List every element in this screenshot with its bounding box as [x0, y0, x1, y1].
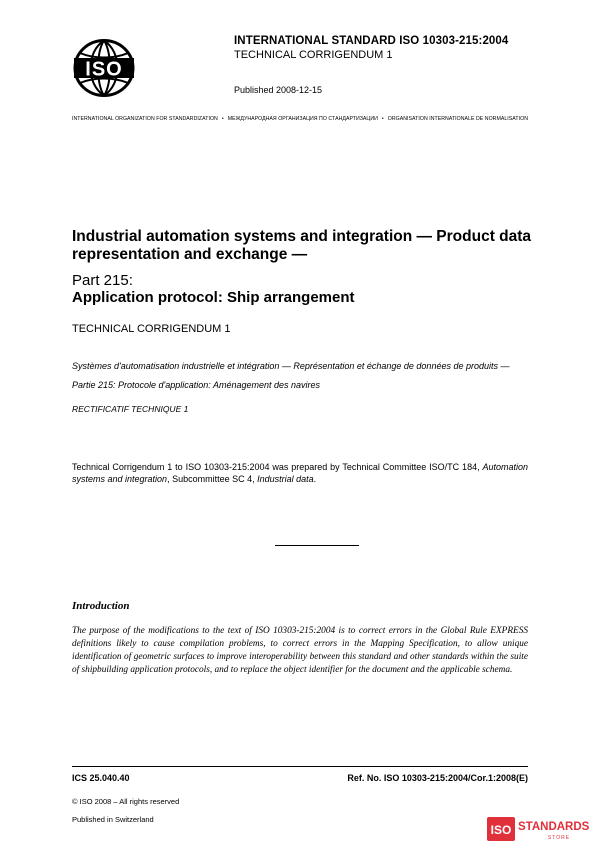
prep-suffix: . — [313, 474, 317, 484]
committee-name: Automation systems and integration — [72, 462, 528, 484]
french-corrigendum: RECTIFICATIF TECHNIQUE 1 — [72, 404, 189, 414]
corrigendum-label: TECHNICAL CORRIGENDUM 1 — [72, 323, 231, 335]
org-separator: • — [381, 116, 384, 122]
center-divider — [275, 545, 359, 546]
preparation-paragraph — [72, 461, 528, 485]
iso-logo — [72, 38, 136, 98]
published-date: Published 2008-12-15 — [234, 85, 323, 95]
org-name-fr: ORGANISATION INTERNATIONALE DE NORMALISATION — [387, 116, 529, 122]
introduction-heading: Introduction — [72, 600, 130, 612]
prep-prefix: Technical Corrigendum 1 to ISO 10303-215:2004 was prepared by Technical Committee ISO/TC 184, — [72, 462, 483, 472]
french-part: Partie 215: Protocole d'application: Aménagement des navires — [72, 380, 321, 390]
iso-standards-store-logo[interactable] — [487, 816, 593, 842]
prep-middle: , Subcommittee SC 4, — [167, 474, 258, 484]
reference-number: Ref. No. ISO 10303-215:2004/Cor.1:2008(E) — [347, 773, 528, 783]
organization-names — [72, 116, 528, 122]
ics-code: ICS 25.040.40 — [72, 773, 130, 783]
store-logo-store: STORE — [547, 835, 571, 841]
introduction-body: The purpose of the modifications to the text of ISO 10303-215:2004 is to correct errors in the Global Rule EXPRESS definitions likely to cause compilation problems, to correct errors in the Mapping Specification, to allow unique identification of geometric surfaces to improve interoperability between this standard and other standards within the suite of shipbuilding application protocols, and to replace the object identifier for the document and the applicable schema. — [72, 626, 528, 676]
iso-logo-text: ISO — [85, 58, 123, 81]
copyright-notice: © ISO 2008 – All rights reserved — [72, 797, 180, 806]
store-logo-iso: ISO — [490, 823, 512, 837]
published-in: Published in Switzerland — [72, 815, 154, 824]
standard-title: INTERNATIONAL STANDARD ISO 10303-215:2004 — [234, 35, 509, 47]
french-title: Systèmes d'automatisation industrielle et intégration — Représentation et échange de données de produits — — [72, 361, 510, 371]
standard-subtitle: TECHNICAL CORRIGENDUM 1 — [234, 49, 393, 61]
footer-divider — [72, 766, 528, 767]
org-name-ru: МЕЖДУНАРОДНАЯ ОРГАНИЗАЦИЯ ПО СТАНДАРТИЗАЦИИ — [227, 116, 378, 122]
part-title: Application protocol: Ship arrangement — [72, 289, 355, 306]
part-label: Part 215: — [72, 272, 133, 289]
store-logo-standards: STANDARDS — [518, 821, 590, 833]
main-title: Industrial automation systems and integration — Product data representation and exchange — — [72, 228, 532, 263]
subcommittee-name: Industrial data — [257, 474, 314, 484]
org-separator: • — [221, 116, 224, 122]
org-name-en: INTERNATIONAL ORGANIZATION FOR STANDARDIZATION — [72, 116, 218, 122]
